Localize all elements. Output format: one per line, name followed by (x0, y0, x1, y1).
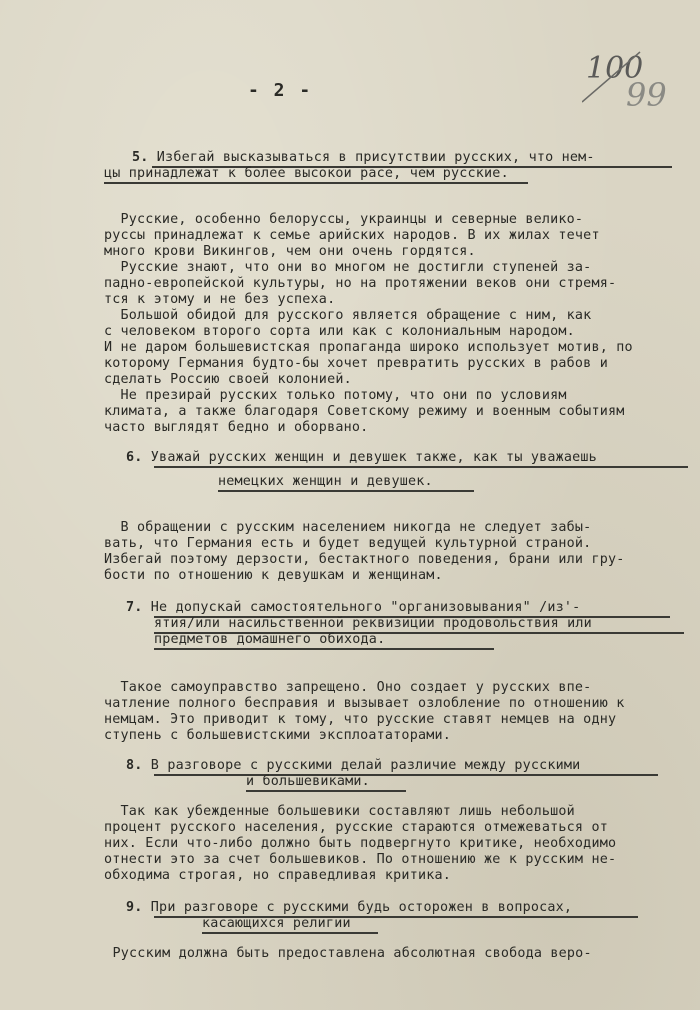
section-8-underline-1 (154, 774, 658, 776)
section-7-heading-line-1 (126, 600, 580, 616)
section-8-body-line: отнести это за счет большевиков. По отношению же к русским не- (104, 852, 617, 867)
section-6-body-line: В обращении с русским населением никогда не следует забы- (104, 520, 592, 535)
section-5-body-line: Русские, особенно белоруссы, украинцы и северные велико- (104, 212, 584, 227)
current-page-number: 99 (626, 76, 667, 114)
section-7-body-line: Такое самоуправство запрещено. Оно создает у русских впе- (104, 680, 592, 695)
archive-page-mark-drawing (582, 40, 682, 120)
section-5-heading-line-2: цы принадлежат к более высокой расе, чем русские. (104, 166, 509, 181)
section-5-body-line: Не презирай русских только потому, что они по условиям (104, 388, 567, 403)
section-7-heading-line-2: ятия/или насильственной реквизиции продовольствия или (154, 616, 592, 631)
archive-page-mark (582, 40, 682, 120)
section-5-number: 5. (132, 150, 149, 165)
section-5-body-line: Русские знают, что они во многом не достигли ступеней за- (104, 260, 592, 275)
section-9-body-line: Русским должна быть предоставлена абсолютная свобода веро- (96, 946, 592, 961)
section-6-body-line: Избегай поэтому дерзости, бестактного поведения, брани или гру- (104, 552, 625, 567)
section-7-heading-line-3: предметов домашнего обихода. (154, 632, 386, 647)
section-5-body-line: тся к этому и не без успеха. (104, 292, 336, 307)
section-8-number: 8. (126, 758, 143, 773)
section-8-body-line: процент русского населения, русские стараются отмежеваться от (104, 820, 608, 835)
section-8-body-line: них. Если что-либо должно быть подвергнуто критике, необходимо (104, 836, 617, 851)
section-5-heading-line-1 (132, 150, 595, 166)
section-5-underline-2 (104, 182, 528, 184)
section-5-body-line: Большой обидой для русского является обращение с ним, как (104, 308, 592, 323)
section-5-body-line: руссы принадлежат к семье арийских народов. В их жилах течет (104, 228, 600, 243)
section-6-heading-text-1: Уважай русских женщин и девушек также, как ты уважаешь (150, 450, 597, 465)
section-6-underline-2 (218, 490, 474, 492)
section-5-body-line: часто выглядят бедно и оборвано. (104, 420, 369, 435)
section-9-heading-line-1 (126, 900, 572, 916)
section-6-heading-line-1 (126, 450, 597, 466)
section-6-body-line: вать, что Германия есть и будет ведущей культурной страной. (104, 536, 592, 551)
section-8-heading-text-1: В разговоре с русскими делай различие между русскими (150, 758, 581, 773)
section-5-body-line: много крови Викингов, чем они очень гордятся. (104, 244, 476, 259)
section-7-underline-3 (154, 648, 494, 650)
section-5-body-line: которому Германия будто-бы хочет превратить русских в рабов и (104, 356, 608, 371)
section-9-number: 9. (126, 900, 143, 915)
section-9-underline-2 (202, 932, 378, 934)
section-8-body-line: Так как убежденные большевики составляют лишь небольшой (104, 804, 575, 819)
section-8-body-line: обходима строгая, но справедливая критика. (104, 868, 451, 883)
section-9-heading-text-1: При разговоре с русскими будь осторожен в вопросах, (150, 900, 573, 915)
section-8-heading-line-1 (126, 758, 580, 774)
section-6-number: 6. (126, 450, 143, 465)
section-6-underline-1 (154, 466, 688, 468)
section-6-body-line: бости по отношению к девушкам и женщинам. (104, 568, 443, 583)
section-8-heading-line-2: и большевиками. (246, 774, 370, 789)
section-5-body-line: климата, а также благодаря Советскому режиму и военным событиям (104, 404, 625, 419)
section-7-body-line: немцам. Это приводит к тому, что русские ставят немцев на одну (104, 712, 617, 727)
section-6-heading-line-2: немецких женщин и девушек. (218, 474, 433, 489)
crossed-page-number: 100 (586, 51, 644, 86)
section-9-heading-line-2: касающихся религии (202, 916, 351, 931)
section-5-body-line: И не даром большевистская пропаганда широко использует мотив, по (104, 340, 633, 355)
section-5-body-line: сделать Россию своей колонией. (104, 372, 352, 387)
section-7-number: 7. (126, 600, 143, 615)
section-7-heading-text-1: Не допускай самостоятельного "организовывания" /из'- (150, 600, 581, 615)
section-7-body-line: чатление полного бесправия и вызывает озлобление по отношению к (104, 696, 625, 711)
section-5-heading-text-1: Избегай высказываться в присутствии русских, что нем- (156, 150, 595, 165)
section-8-underline-2 (246, 790, 406, 792)
section-7-body-line: ступень с большевистскими эксплоататорами. (104, 728, 451, 743)
section-5-body-line: падно-европейской культуры, но на протяжении веков они стремя- (104, 276, 617, 291)
page-number: - 2 - (248, 80, 313, 101)
section-5-body-line: с человеком второго сорта или как с колониальным народом. (104, 324, 575, 339)
